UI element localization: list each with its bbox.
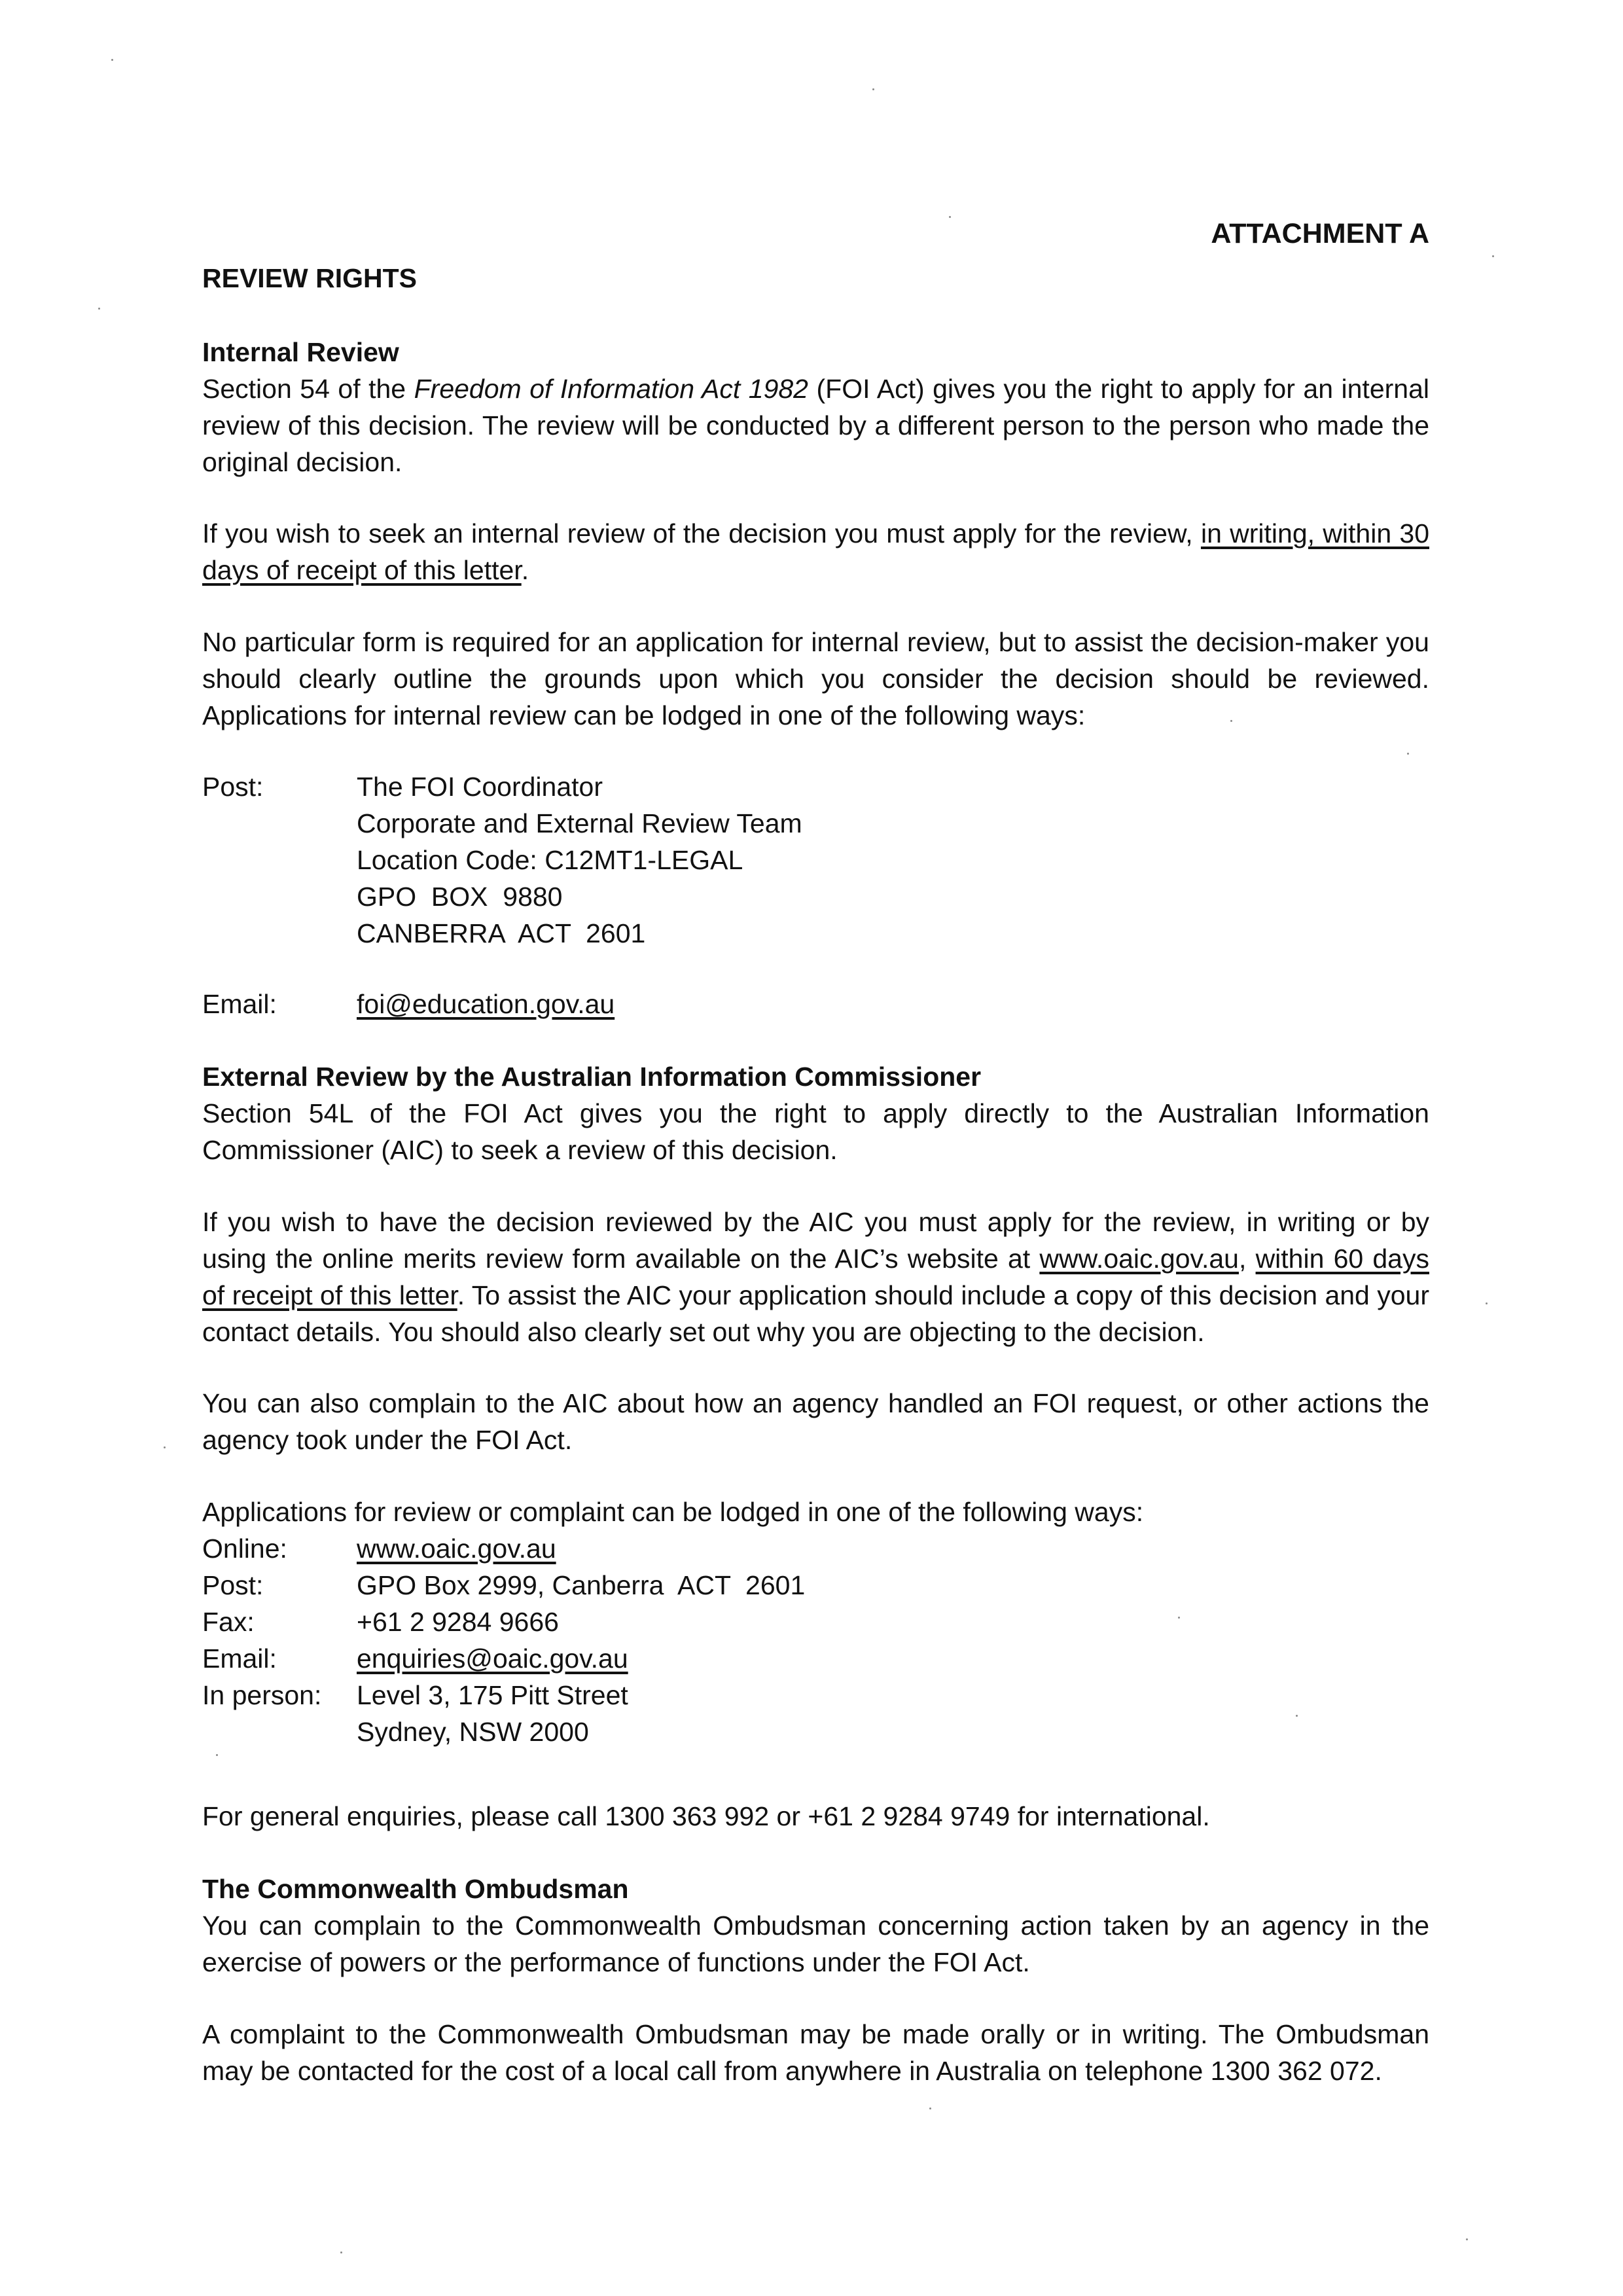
scan-speck [98, 308, 100, 310]
act-title: Freedom of Information Act 1982 [414, 374, 808, 404]
internal-review-paragraph-2 [202, 515, 1429, 588]
scan-speck [340, 2251, 342, 2253]
email-label: Email: [202, 989, 277, 1019]
text-run: Section 54 of the [202, 374, 414, 404]
post-label: Post: [202, 772, 264, 802]
address-line: CANBERRA ACT 2601 [357, 918, 646, 948]
deadline-text: within 60 days of receipt of this letter [202, 1244, 1429, 1310]
contact-row [202, 1640, 1429, 1677]
oaic-website-link[interactable]: www.oaic.gov.au [1039, 1244, 1239, 1274]
scan-speck [872, 88, 874, 90]
oaic-email-link[interactable]: enquiries@oaic.gov.au [357, 1643, 628, 1674]
scan-speck [949, 216, 951, 218]
external-review-paragraph-3: You can also complain to the AIC about how an agency handled an FOI request, or other actions the agency took under the FOI Act. [202, 1388, 1429, 1455]
text-run: . To assist the AIC your application should include a copy of this decision and your contact details. You should also clearly set out why you are objecting to the decision. [202, 1280, 1429, 1347]
post-row [202, 768, 1429, 952]
scan-speck [929, 2108, 931, 2109]
contact-value: Level 3, 175 Pitt Street [357, 1680, 628, 1710]
text-run: If you wish to seek an internal review of the decision you must apply for the review, [202, 518, 1201, 548]
internal-review-paragraph-1 [202, 370, 1429, 480]
internal-post-address [202, 768, 1429, 952]
address-line: GPO BOX 9880 [357, 882, 563, 912]
text-run: If you wish to have the decision reviewed by the AIC you must apply for the review, in writing or by using the online merits review form available on the AIC’s website at [202, 1207, 1429, 1274]
general-enquiries-paragraph: For general enquiries, please call 1300 363 992 or +61 2 9284 9749 for international. [202, 1801, 1210, 1831]
oaic-online-link[interactable]: www.oaic.gov.au [357, 1534, 556, 1564]
ombudsman-paragraph-1: You can complain to the Commonwealth Ombudsman concerning action taken by an agency in the exercise of powers or the performance of functions under the FOI Act. [202, 1910, 1429, 1977]
foi-email-link[interactable]: foi@education.gov.au [357, 989, 615, 1019]
scan-speck [1486, 1302, 1488, 1304]
scan-speck [216, 1754, 218, 1756]
contact-value: Sydney, NSW 2000 [357, 1717, 589, 1747]
contact-row [202, 1677, 1429, 1713]
post-address-lines [357, 768, 1429, 952]
external-review-paragraph-2 [202, 1204, 1429, 1350]
attachment-label: ATTACHMENT A [1211, 218, 1429, 249]
contact-label: In person: [202, 1680, 322, 1710]
contact-label: Post: [202, 1570, 264, 1600]
ombudsman-heading: The Commonwealth Ombudsman [202, 1874, 629, 1904]
text-run: , [1238, 1244, 1256, 1274]
contact-row [202, 1567, 1429, 1604]
address-line: Location Code: C12MT1-LEGAL [357, 845, 743, 875]
ombudsman-paragraph-2: A complaint to the Commonwealth Ombudsman may be made orally or in writing. The Ombudsman may be contacted for the cost of a local call from anywhere in Australia on telephone 1300 362 072. [202, 2019, 1429, 2086]
review-rights-heading: REVIEW RIGHTS [202, 263, 418, 293]
scan-speck [111, 59, 113, 61]
scan-speck [1492, 255, 1494, 257]
contact-label: Online: [202, 1534, 287, 1564]
aic-contact-list [202, 1530, 1429, 1750]
address-line: The FOI Coordinator [357, 772, 603, 802]
internal-email-row [202, 986, 1429, 1022]
external-review-paragraph-1: Section 54L of the FOI Act gives you the right to apply directly to the Australian Information Commissioner (AIC) to seek a review of this decision. [202, 1098, 1429, 1165]
external-review-paragraph-4: Applications for review or complaint can be lodged in one of the following ways: [202, 1497, 1144, 1527]
text-run: (FOI Act) gives you the right to apply for an internal review of this decision. The review will be conducted by a different person to the person who made the original decision. [202, 374, 1429, 477]
contact-label: Email: [202, 1643, 277, 1674]
contact-label [202, 1713, 357, 1750]
contact-value: +61 2 9284 9666 [357, 1607, 559, 1637]
deadline-text: in writing, within 30 days of receipt of this letter [202, 518, 1429, 585]
contact-row [202, 1530, 1429, 1567]
contact-label: Fax: [202, 1607, 255, 1637]
scan-speck [1407, 753, 1409, 755]
contact-value: GPO Box 2999, Canberra ACT 2601 [357, 1570, 806, 1600]
internal-review-paragraph-3: No particular form is required for an application for internal review, but to assist the decision-maker you should clearly outline the grounds upon which you consider the decision should be reviewed. Applications for internal review can be lodged in one of the following ways: [202, 627, 1429, 730]
external-review-heading: External Review by the Australian Information Commissioner [202, 1062, 982, 1092]
internal-review-heading: Internal Review [202, 337, 399, 367]
contact-row [202, 1604, 1429, 1640]
scan-speck [1466, 2238, 1468, 2240]
scan-speck [164, 1446, 166, 1448]
contact-row [202, 1713, 1429, 1750]
address-line: Corporate and External Review Team [357, 808, 802, 838]
text-run: . [521, 555, 529, 585]
